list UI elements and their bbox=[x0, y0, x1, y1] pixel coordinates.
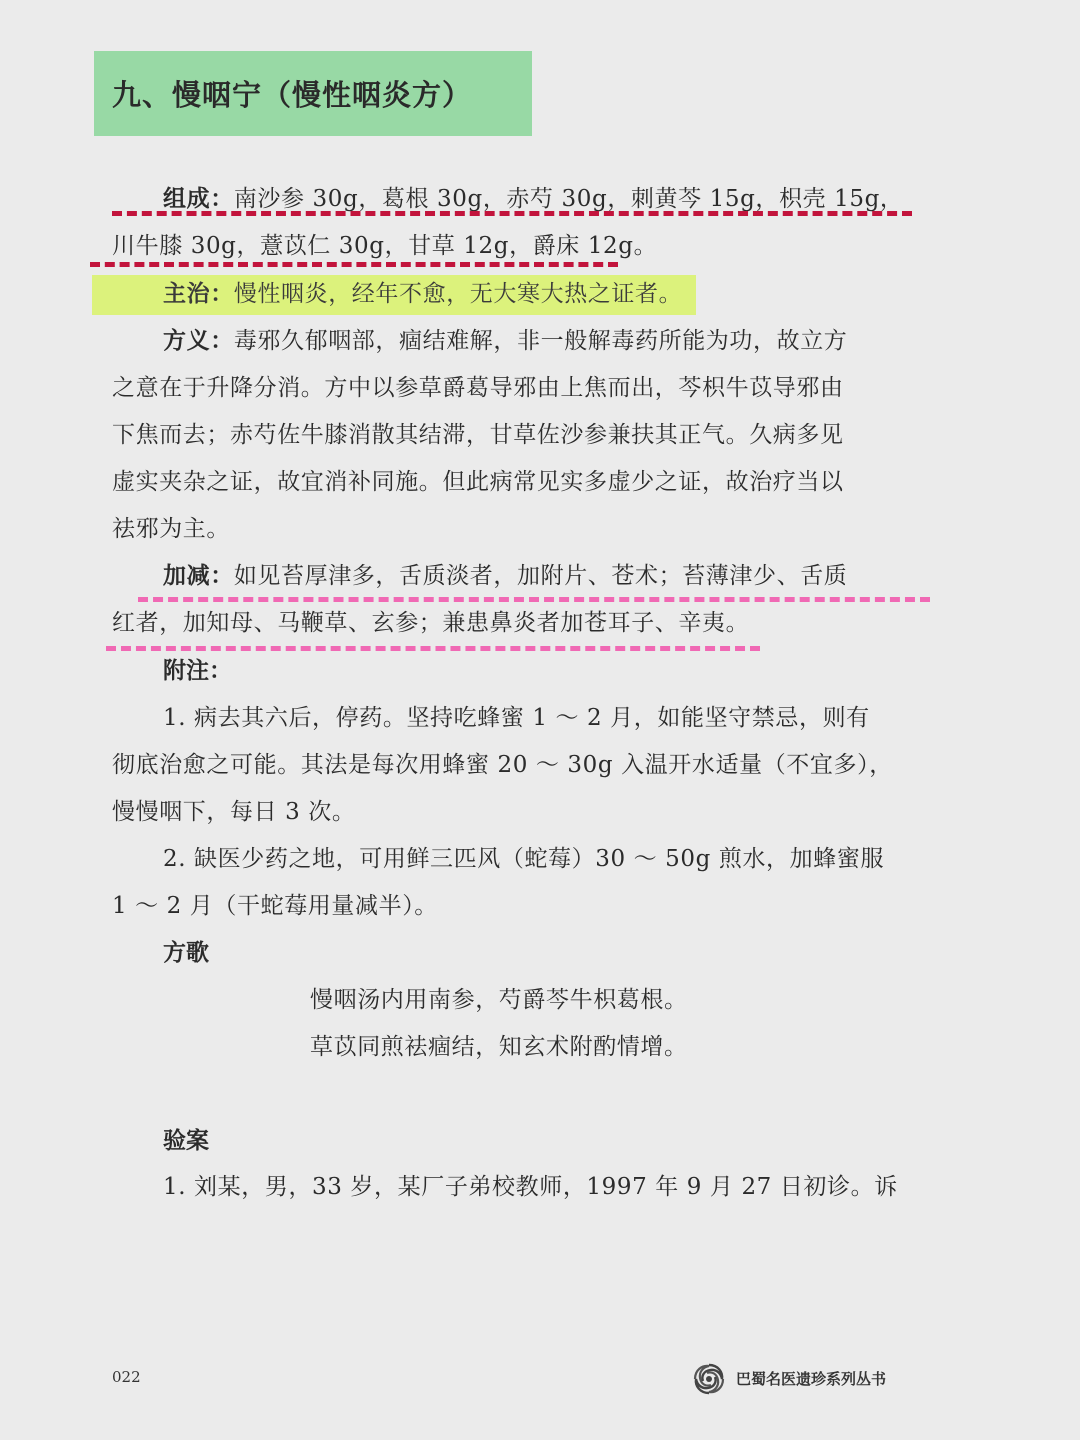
pink-dashed-underline-2 bbox=[106, 646, 760, 651]
rationale-line-4: 虚实夹杂之证，故宜消补同施。但此病常见实多虚少之证，故治疗当以 bbox=[112, 469, 844, 495]
page-number: 022 bbox=[112, 1368, 141, 1386]
indication-text: 慢性咽炎，经年不愈，无大寒大热之证者。 bbox=[233, 281, 683, 307]
notes-label: 附注： bbox=[163, 658, 232, 684]
note-2-line-1: 2. 缺医少药之地，可用鲜三匹风（蛇莓）30 ～ 50g 煎水，加蜂蜜服 bbox=[163, 846, 885, 872]
rationale-line-1 bbox=[163, 326, 903, 356]
note-1-line-2: 彻底治愈之可能。其法是每次用蜂蜜 20 ～ 30g 入温开水适量（不宜多）， bbox=[112, 752, 893, 778]
composition-line-1 bbox=[163, 184, 903, 214]
song-label: 方歌 bbox=[163, 940, 209, 966]
indication-line bbox=[163, 279, 903, 309]
rationale-text-1: 毒邪久郁咽部，痼结难解，非一般解毒药所能为功，故立方 bbox=[233, 328, 848, 354]
pink-dashed-underline-1 bbox=[138, 597, 930, 602]
section-title: 九、慢咽宁（慢性咽炎方） bbox=[94, 51, 532, 136]
rationale-line-2: 之意在于升降分消。方中以参草爵葛导邪由上焦而出，芩枳牛苡导邪由 bbox=[112, 375, 844, 401]
case-label: 验案 bbox=[163, 1128, 209, 1154]
indication-label: 主治： bbox=[163, 281, 234, 307]
rationale-line-3: 下焦而去；赤芍佐牛膝消散其结滞，甘草佐沙参兼扶其正气。久病多见 bbox=[112, 422, 844, 448]
composition-line-2: 川牛膝 30g，薏苡仁 30g，甘草 12g，爵床 12g。 bbox=[112, 233, 658, 259]
note-2-line-2: 1 ～ 2 月（干蛇莓用量减半）。 bbox=[112, 893, 438, 919]
rationale-label: 方义： bbox=[163, 328, 234, 354]
swirl-logo-icon bbox=[692, 1362, 726, 1396]
composition-text-1: 南沙参 30g，葛根 30g，赤芍 30g，刺黄芩 15g，枳壳 15g， bbox=[233, 186, 904, 212]
modification-text-1: 如见苔厚津多，舌质淡者，加附片、苍术；苔薄津少、舌质 bbox=[233, 563, 848, 589]
red-dashed-underline-1 bbox=[112, 211, 912, 216]
song-line-1: 慢咽汤内用南参，芍爵芩牛枳葛根。 bbox=[310, 987, 688, 1013]
composition-label: 组成： bbox=[163, 186, 234, 212]
case-line-1: 1. 刘某，男，33 岁，某厂子弟校教师，1997 年 9 月 27 日初诊。诉 bbox=[163, 1174, 898, 1200]
modification-line-2: 红者，加知母、马鞭草、玄参；兼患鼻炎者加苍耳子、辛夷。 bbox=[112, 610, 750, 636]
note-1-line-3: 慢慢咽下，每日 3 次。 bbox=[112, 799, 356, 825]
song-line-2: 草苡同煎祛痼结，知玄术附酌情增。 bbox=[310, 1034, 688, 1060]
red-dashed-underline-2 bbox=[90, 262, 618, 267]
modification-label: 加减： bbox=[163, 563, 234, 589]
rationale-line-5: 祛邪为主。 bbox=[112, 516, 230, 542]
modification-line-1 bbox=[163, 561, 903, 591]
series-name: 巴蜀名医遗珍系列丛书 bbox=[736, 1370, 887, 1388]
note-1-line-1: 1. 病去其六后，停药。坚持吃蜂蜜 1 ～ 2 月，如能坚守禁忌，则有 bbox=[163, 705, 870, 731]
